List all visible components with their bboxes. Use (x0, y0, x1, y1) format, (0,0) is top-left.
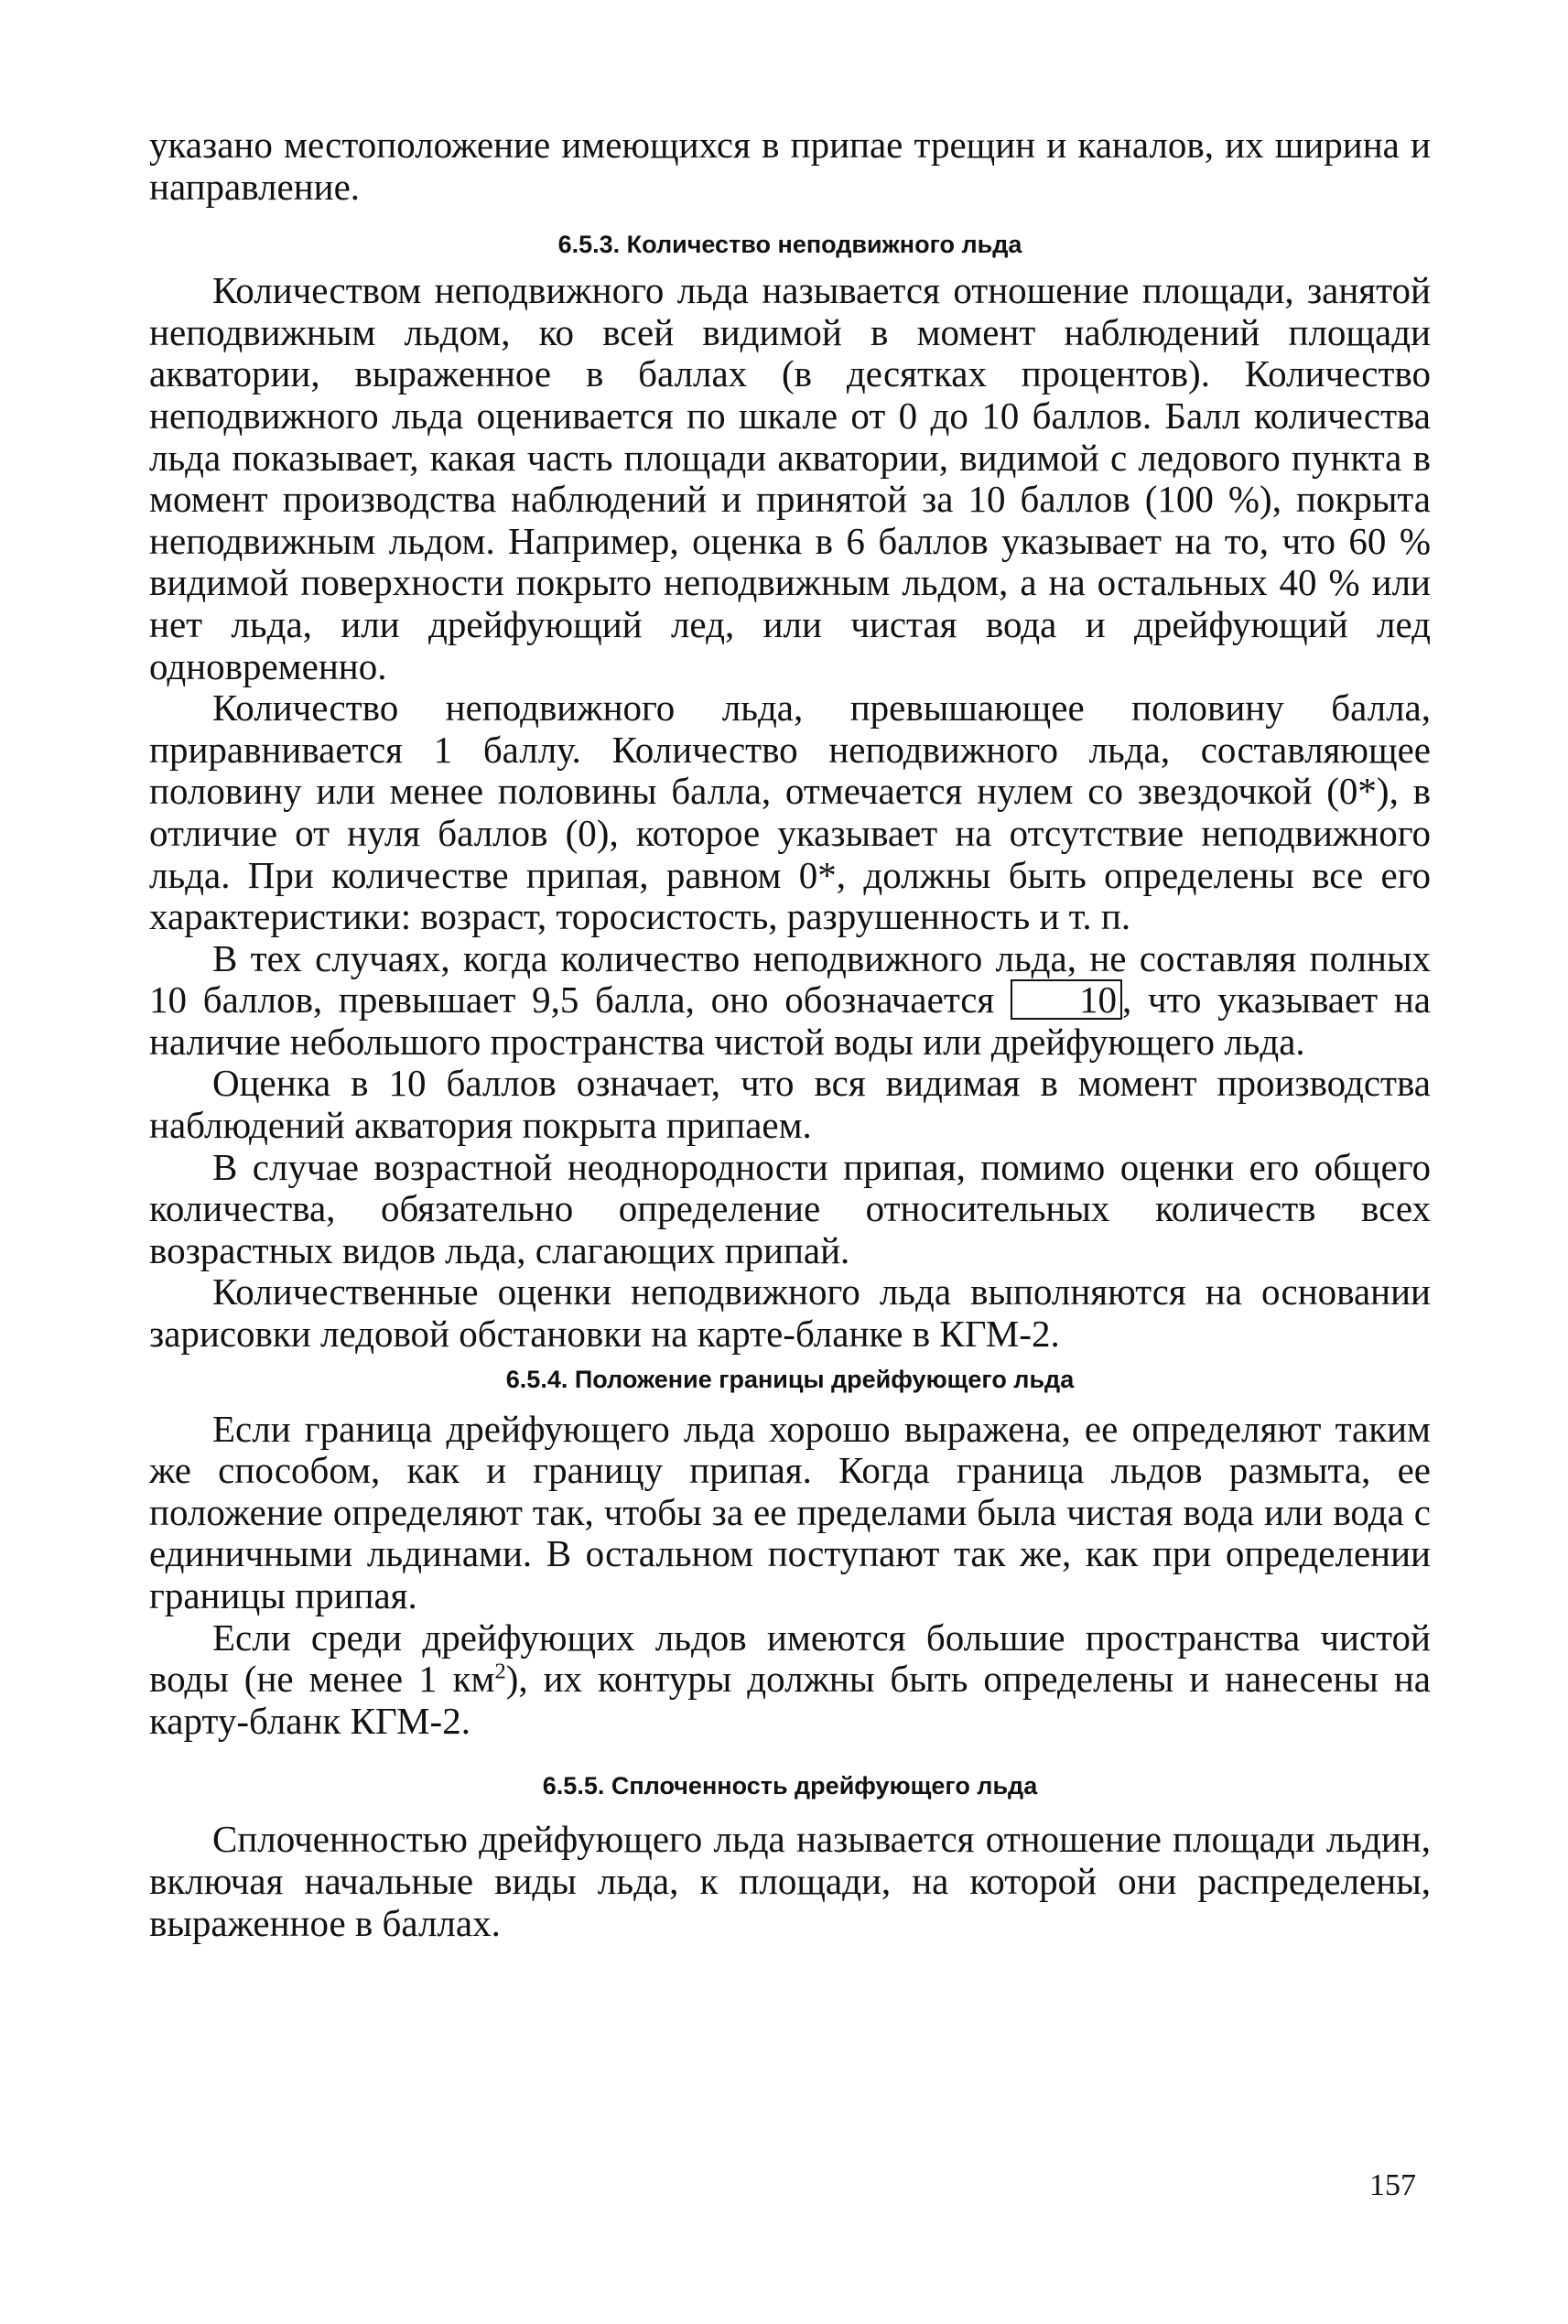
paragraph-6-5-3-3 (149, 938, 1431, 1064)
paragraph-6-5-3-3-start: В тех случаях, когда количество неподвижного льда, не составляя полных 10 баллов, превышает 9,5 балла, оно обозначается (149, 936, 1431, 1021)
paragraph-6-5-4-2-start: Если среди дрейфующих льдов имеются большие пространства чистой воды (не менее 1 км (149, 1616, 1431, 1701)
paragraph-6-5-4-1: Если граница дрейфующего льда хорошо выражена, ее определяют таким же способом, как и границу припая. Когда граница льдов размыта, ее положение определяют так, чтобы за ее пределами была чистая вода или вода с единичными льдинами. В остальном поступают так же, как при определении границы припая. (149, 1407, 1431, 1616)
page-number: 157 (1369, 2168, 1416, 2202)
paragraph-6-5-4-2-end: ), их контуры должны быть определены и нанесены на карту-бланк КГМ-2. (149, 1658, 1431, 1742)
heading-6-5-5: 6.5.5. Сплоченность дрейфующего льда (542, 1772, 1038, 1800)
intro-paragraph: указано местоположение имеющихся в припае трещин и каналов, их ширина и направление. (149, 124, 1431, 208)
superscript-two: 2 (494, 1659, 506, 1684)
page-body (149, 124, 1431, 1944)
paragraph-6-5-3-2: Количество неподвижного льда, превышающее половину балла, приравнивается 1 баллу. Количество неподвижного льда, составляющее половину или менее половины балла, отмечается нулем со звездочкой (0*), в отличие от нуля баллов (0), которое указывает на отсутствие неподвижного льда. При количестве припая, равном 0*, должны быть определены все его характеристики: возраст, торосистость, разрушенность и т. п. (149, 686, 1431, 938)
paragraph-6-5-4-2 (149, 1617, 1431, 1743)
boxed-ten-symbol: 10 (1011, 979, 1122, 1020)
heading-6-5-4: 6.5.4. Положение границы дрейфующего льда (505, 1365, 1075, 1393)
heading-6-5-3: 6.5.3. Количество неподвижного льда (557, 231, 1022, 259)
paragraph-6-5-3-3-end: , что указывает на наличие небольшого пространства чистой воды или дрейфующего льда. (149, 978, 1431, 1063)
paragraph-6-5-3-6: Количественные оценки неподвижного льда выполняются на основании зарисовки ледовой обстановки на карте-бланке в КГМ-2. (149, 1270, 1431, 1356)
paragraph-6-5-5-1: Сплоченностью дрейфующего льда называется отношение площади льдин, включая начальные виды льда, к площади, на которой они распределены, выраженное в баллах. (149, 1818, 1431, 1944)
paragraph-6-5-3-5: В случае возрастной неоднородности припая, помимо оценки его общего количества, обязательно определение относительных количеств всех возрастных видов льда, слагающих припай. (149, 1145, 1431, 1271)
paragraph-6-5-3-1: Количеством неподвижного льда называется отношение площади, занятой неподвижным льдом, ко всей видимой в момент наблюдений площади акватории, выраженное в баллах (в десятках процентов). Количество неподвижного льда оценивается по шкале от 0 до 10 баллов. Балл количества льда показывает, какая часть площади акватории, видимой с ледового пункта в момент производства наблюдений и принятой за 10 баллов (100 %), покрыта неподвижным льдом. Например, оценка в 6 баллов указывает на то, что 60 % видимой поверхности покрыто неподвижным льдом, а на остальных 40 % или нет льда, или дрейфующий лед, или чистая вода и дрейфующий лед одновременно. (149, 269, 1431, 687)
paragraph-6-5-3-4: Оценка в 10 баллов означает, что вся видимая в момент производства наблюдений акватория покрыта припаем. (149, 1062, 1431, 1147)
